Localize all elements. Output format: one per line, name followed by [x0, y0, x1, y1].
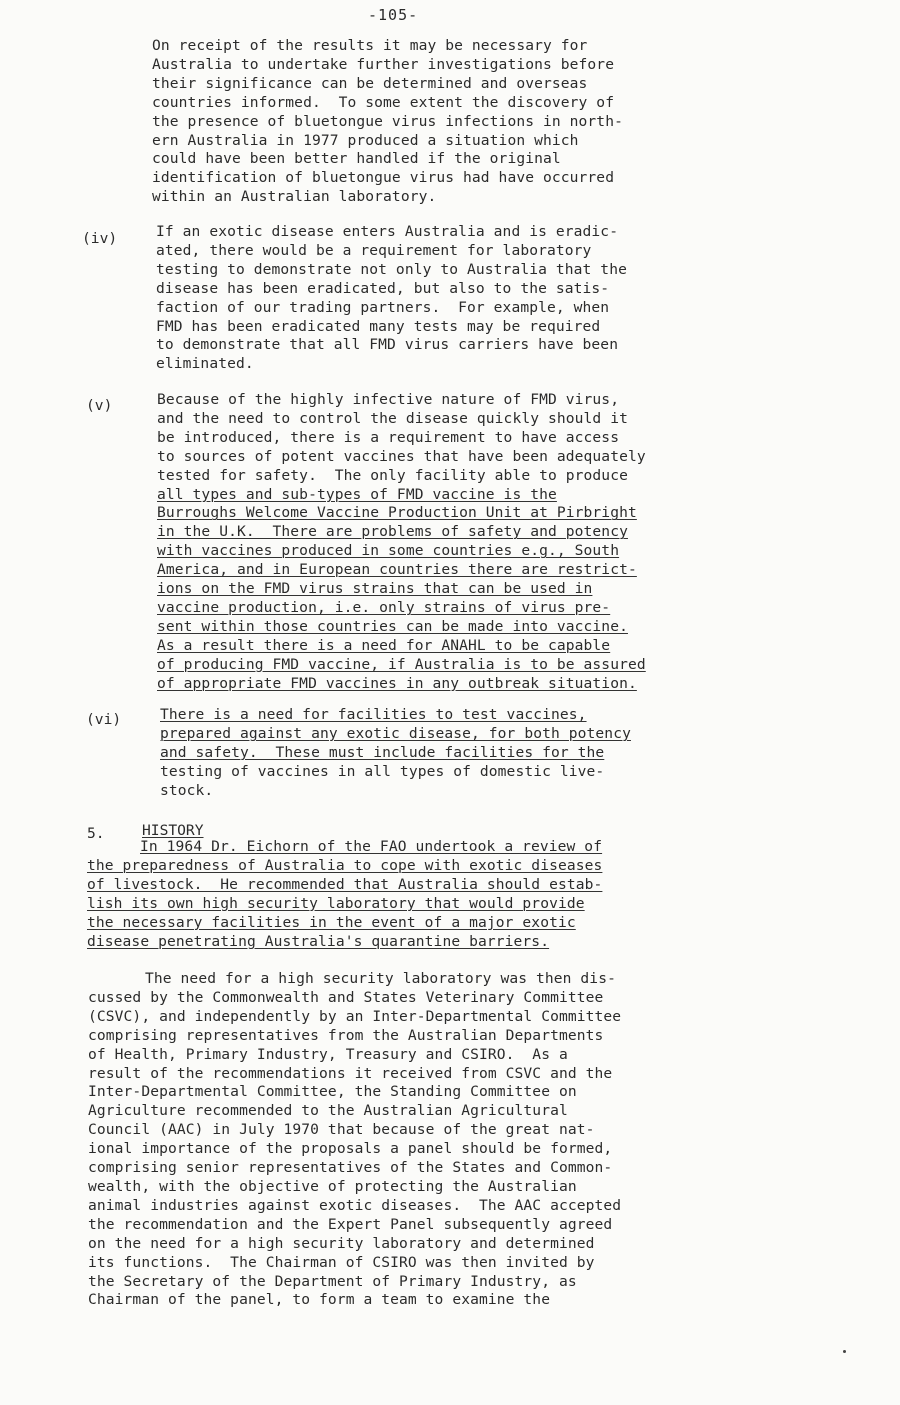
section-number: 5.	[87, 825, 105, 842]
text-line: Because of the highly infective nature of FMD virus,	[157, 391, 620, 408]
text-line: ional importance of the proposals a panel should be formed,	[88, 1140, 613, 1158]
text-line: In 1964 Dr. Eichorn of the FAO undertook a review of	[140, 838, 603, 855]
text-line: cussed by the Commonwealth and States Veterinary Committee	[88, 988, 604, 1006]
text-line: wealth, with the objective of protecting the Australian	[88, 1177, 577, 1195]
text-line: prepared against any exotic disease, for both potency	[160, 724, 631, 742]
text-line: within an Australian laboratory.	[152, 188, 437, 206]
text-line: their significance can be determined and overseas	[152, 74, 588, 92]
text-line: (CSVC), and independently by an Inter-Departmental Committee	[88, 1007, 622, 1025]
text-line: of producing FMD vaccine, if Australia is to be assured	[157, 655, 646, 673]
text-line: Burroughs Welcome Vaccine Production Unit at Pirbright	[157, 504, 637, 522]
text-line: the recommendation and the Expert Panel subsequently agreed	[88, 1215, 613, 1233]
text-line: faction of our trading partners. For example, when	[156, 298, 610, 316]
text-line: vaccine production, i.e. only strains of virus pre-	[157, 598, 611, 616]
text-line: Council (AAC) in July 1970 that because of the great nat-	[88, 1121, 595, 1139]
text-line: America, and in European countries there are restrict-	[157, 561, 637, 579]
text-line: the necessary facilities in the event of a major exotic	[87, 913, 576, 931]
text-line: disease has been eradicated, but also to the satis-	[156, 279, 610, 297]
item-v-label: (v)	[86, 397, 113, 414]
item-v-paragraph	[157, 391, 646, 694]
text-line: testing of vaccines in all types of domestic live-	[160, 762, 605, 780]
text-line: The need for a high security laboratory was then dis-	[145, 970, 616, 987]
text-line: to sources of potent vaccines that have been adequately	[157, 447, 646, 465]
text-line: animal industries against exotic diseases. The AAC accepted	[88, 1196, 622, 1214]
text-line: the presence of bluetongue virus infections in north-	[152, 112, 623, 130]
text-line: Chairman of the panel, to form a team to examine the	[88, 1291, 551, 1309]
section-heading: HISTORY	[142, 822, 204, 839]
history-paragraph-2	[88, 970, 621, 1310]
text-line: of livestock. He recommended that Australia should estab-	[87, 875, 603, 893]
text-line: result of the recommendations it received from CSVC and the	[88, 1064, 613, 1082]
text-line: of Health, Primary Industry, Treasury and CSIRO. As a	[88, 1045, 568, 1063]
text-line: testing to demonstrate not only to Australia that the	[156, 260, 627, 278]
text-line: As a result there is a need for ANAHL to be capable	[157, 636, 611, 654]
text-line: identification of bluetongue virus had have occurred	[152, 169, 615, 187]
text-line: Agriculture recommended to the Australian Agricultural	[88, 1102, 568, 1120]
text-line: tested for safety. The only facility able to produce	[157, 466, 628, 484]
text-line: countries informed. To some extent the discovery of	[152, 93, 615, 111]
text-line: ions on the FMD virus strains that can be used in	[157, 580, 593, 598]
text-line: ated, there would be a requirement for laboratory	[156, 241, 592, 259]
item-iv-paragraph	[156, 223, 627, 374]
text-line: On receipt of the results it may be necessary for	[152, 37, 588, 54]
text-line: stock.	[160, 781, 214, 799]
text-line: be introduced, there is a requirement to have access	[157, 428, 620, 446]
text-line: in the U.K. There are problems of safety and potency	[157, 523, 628, 541]
item-iv-label: (iv)	[82, 230, 118, 247]
text-line: ern Australia in 1977 produced a situation which	[152, 131, 579, 149]
text-line: on the need for a high security laboratory and determined	[88, 1234, 595, 1252]
text-line: If an exotic disease enters Australia and is eradic-	[156, 223, 619, 240]
text-line: disease penetrating Australia's quarantine barriers.	[87, 932, 550, 950]
text-line: its functions. The Chairman of CSIRO was then invited by	[88, 1253, 595, 1271]
text-line: of appropriate FMD vaccines in any outbreak situation.	[157, 674, 637, 692]
text-line: Inter-Departmental Committee, the Standing Committee on	[88, 1083, 577, 1101]
page-number: -105-	[368, 6, 419, 24]
text-line: There is a need for facilities to test vaccines,	[160, 706, 587, 723]
ink-speck	[843, 1350, 846, 1353]
text-line: all types and sub-types of FMD vaccine is the	[157, 485, 557, 503]
text-line: lish its own high security laboratory that would provide	[87, 894, 585, 912]
text-line: eliminated.	[156, 355, 254, 373]
item-vi-paragraph	[160, 706, 631, 801]
text-line: sent within those countries can be made into vaccine.	[157, 617, 628, 635]
item-vi-label: (vi)	[86, 711, 122, 728]
text-line: with vaccines produced in some countries e.g., South	[157, 542, 620, 560]
text-line: the Secretary of the Department of Primary Industry, as	[88, 1272, 577, 1290]
text-line: comprising senior representatives of the States and Common-	[88, 1159, 613, 1177]
text-line: the preparedness of Australia to cope with exotic diseases	[87, 856, 603, 874]
intro-paragraph	[152, 37, 623, 207]
text-line: and safety. These must include facilities for the	[160, 743, 605, 761]
history-paragraph-1	[87, 838, 602, 951]
text-line: Australia to undertake further investigations before	[152, 55, 615, 73]
text-line: FMD has been eradicated many tests may be required	[156, 317, 601, 335]
text-line: and the need to control the disease quickly should it	[157, 409, 628, 427]
text-line: comprising representatives from the Australian Departments	[88, 1026, 604, 1044]
text-line: to demonstrate that all FMD virus carriers have been	[156, 336, 619, 354]
text-line: could have been better handled if the original	[152, 150, 561, 168]
